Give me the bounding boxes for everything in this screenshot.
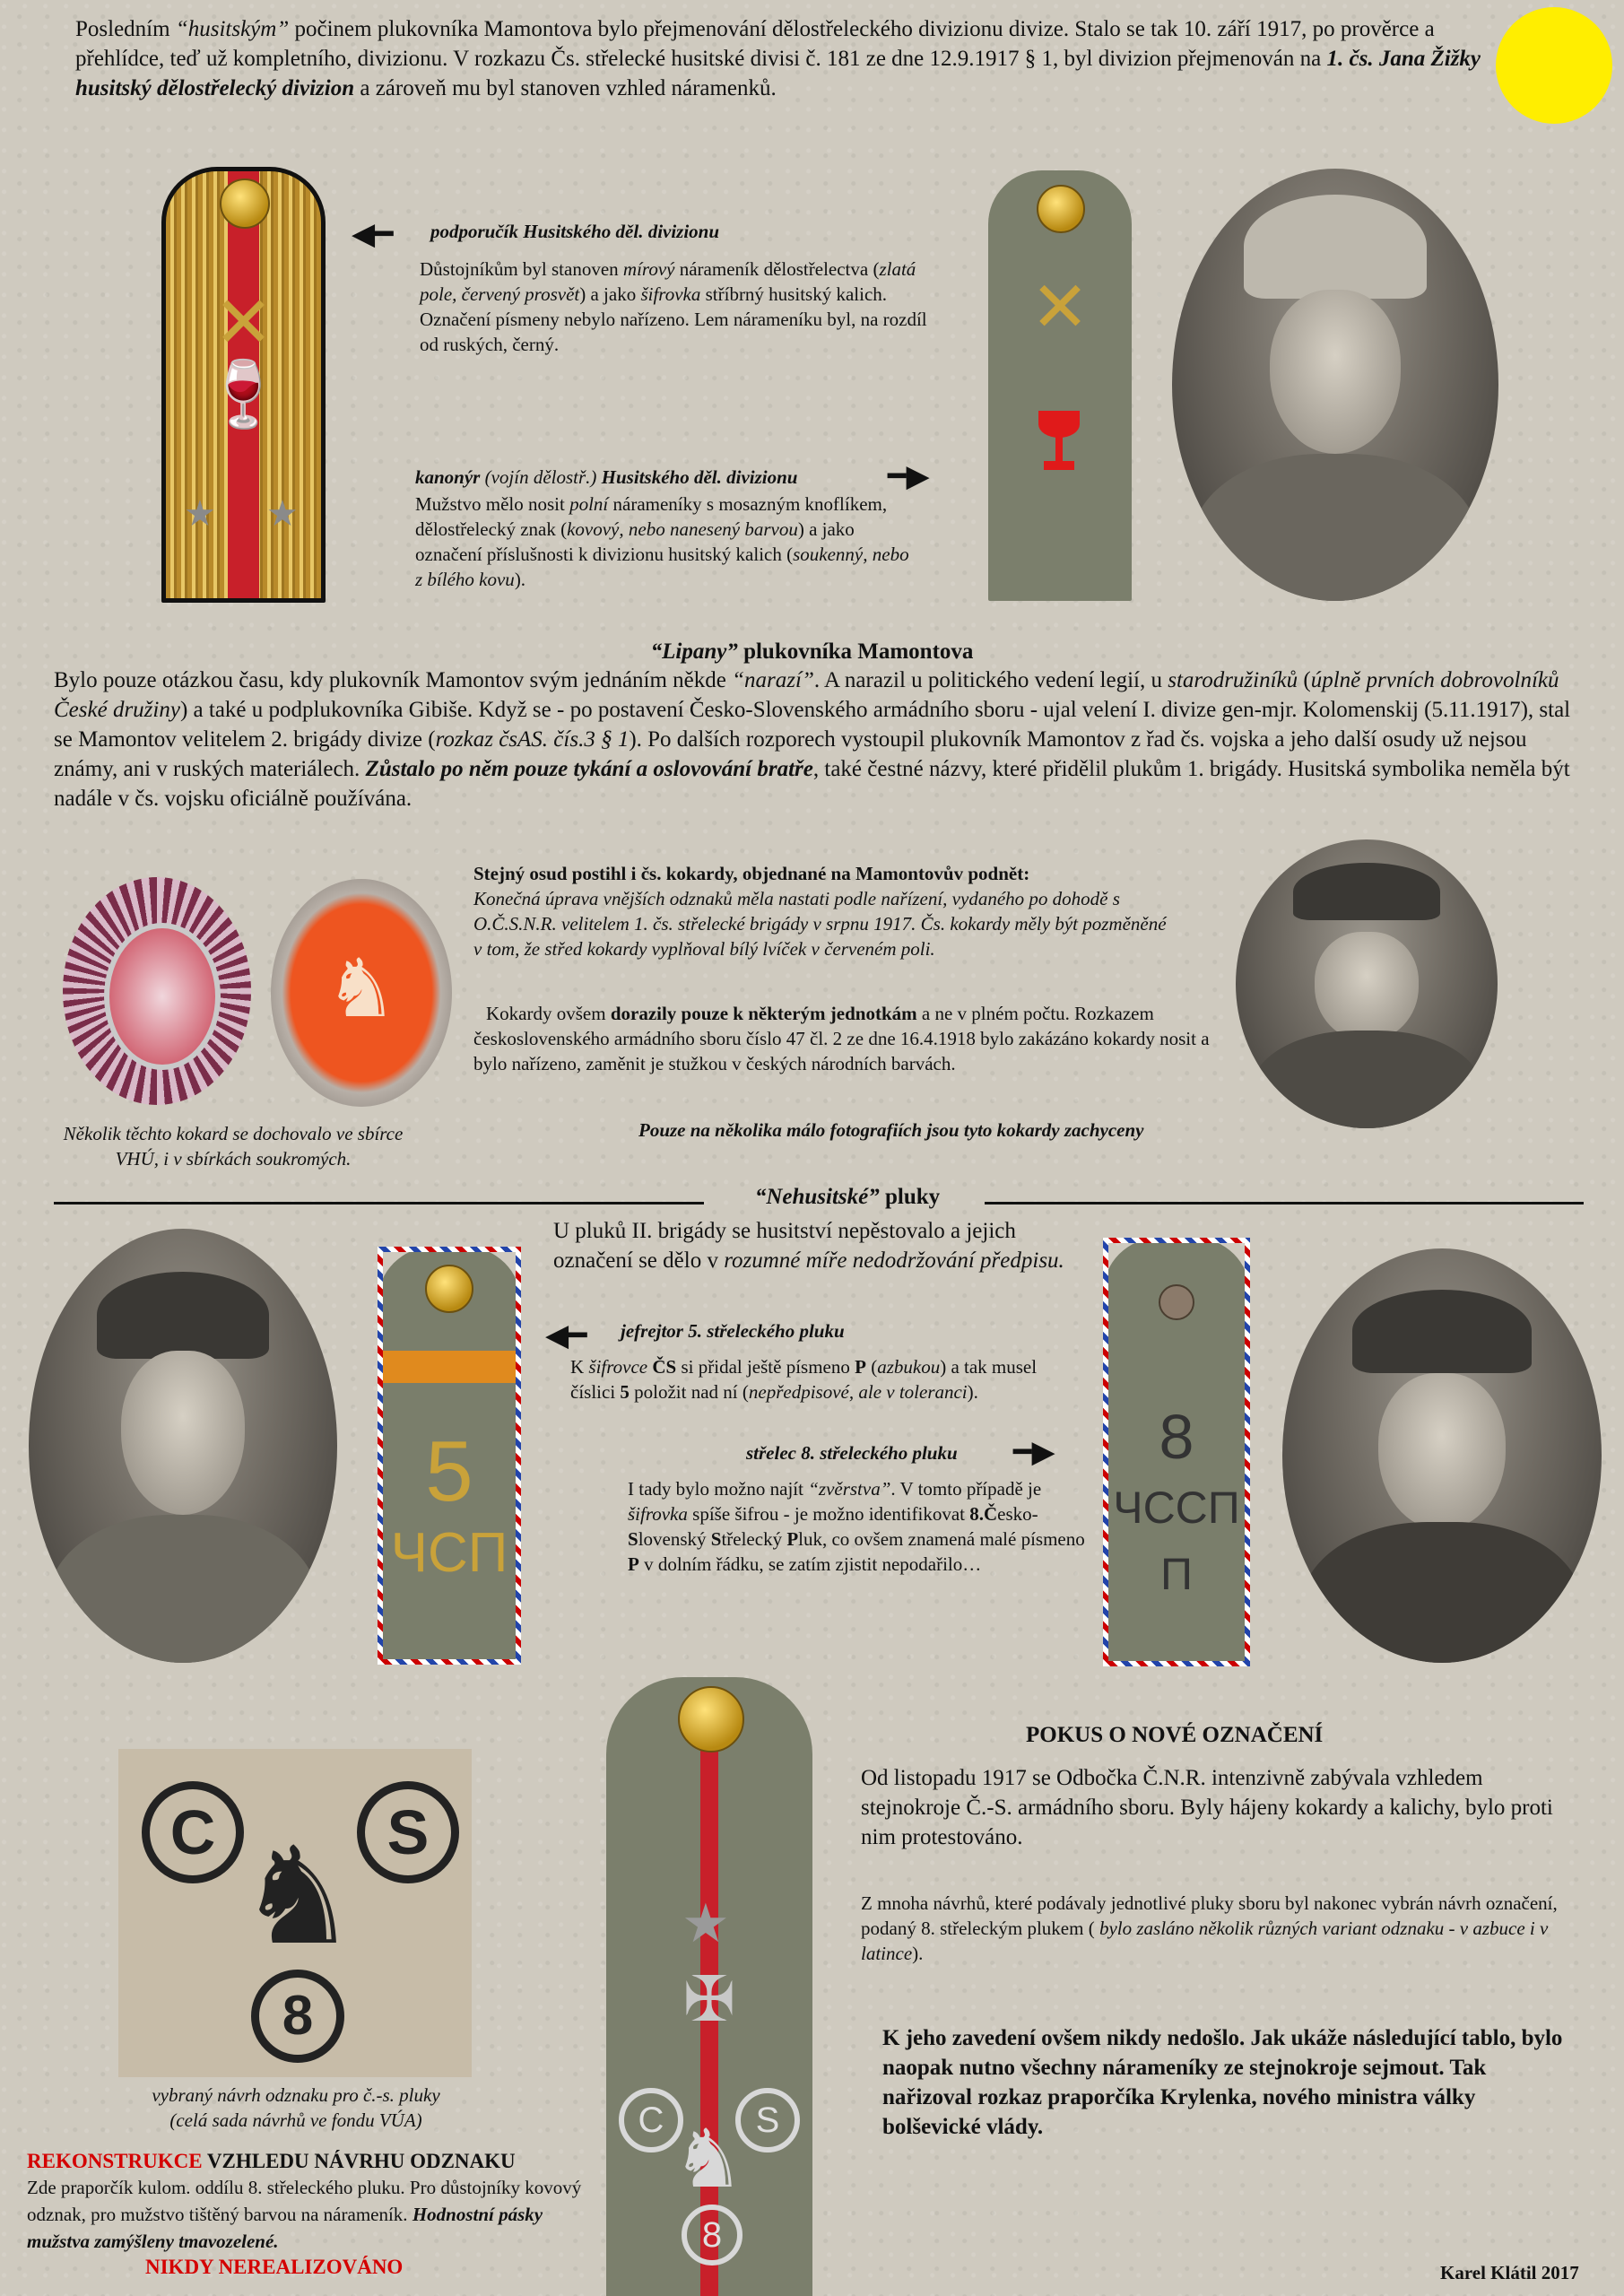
officer-description: Důstojníkům byl stanoven mírový nárameník dělostřelectva (zlatá pole, červený prosvět) a jako šifrovka stříbrný husitský kalich. Označení písmeny nebylo nařízeno. Lem nárameníku byl, na rozdíl od ruských, černý. (420, 258, 927, 355)
divider-right (985, 1202, 1584, 1205)
cockade-photo-2 (271, 879, 452, 1107)
lion-icon (104, 923, 221, 1070)
star-icon: ★ (682, 1894, 730, 1953)
machine-gun-icon: ✠ (682, 1962, 736, 2036)
regiment-letters: ЧССП (1113, 1483, 1240, 1533)
portrait-photo-2 (1236, 839, 1498, 1128)
cockade-photo-caption: Pouze na několika málo fotografiích jsou tyto kokardy zachyceny (638, 1119, 1144, 1141)
nehusitske-heading: “Nehusitské” pluky (754, 1185, 941, 1209)
regiment-number: 5 (425, 1423, 473, 1519)
reconstruction-heading: REKONSTRUKCE VZHLEDU NÁVRHU ODZNAKU (27, 2150, 516, 2172)
brass-button-icon (220, 178, 270, 229)
intro-paragraph: Posledním “husitským” počinem plukovníka Mamontova bylo přejmenování dělostřeleckého divizionu divize. Stalo se tak 10. září 1917, po prověrce a přehlídce, teď už kompletního, divizionu. V rozkazu Čs. střelecké husitské divisi č. 181 ze dne 12.9.1917 § 1, byl divizion přejmenován na 1. čs. Jana Žižky husitský dělostřelecký divizion a zároveň mu byl stanoven vzhled náramenků. (75, 17, 1481, 100)
arrow-right-icon: ━▶ (888, 458, 930, 494)
arrow-left-icon: ◀━ (545, 1318, 587, 1353)
cockade-caption: Několik těchto kokard se dochovalo ve sbírce VHÚ, i v sbírkách soukromých. (63, 1123, 404, 1170)
gunner-title: kanonýr (vojín dělostř.) Husitského děl. divizionu (415, 466, 798, 488)
cockade-heading: Stejný osud postihl i čs. kokardy, objednané na Mamontovův podnět: (473, 863, 1030, 884)
pokus-heading: POKUS O NOVÉ OZNAČENÍ (1026, 1723, 1324, 1747)
regiment-letters: ЧСП (390, 1522, 508, 1584)
jefrejtor-description: K šifrovce ČS si přidal ještě písmeno P (azbukou) a tak musel číslici 5 položit nad ní (nepředpisové, ale v toleranci). (570, 1356, 1038, 1403)
cockade-photo-1 (63, 877, 251, 1105)
portrait-photo-3 (29, 1229, 337, 1663)
star-icon: ★ (184, 493, 216, 534)
regiment-number: 8 (1159, 1402, 1194, 1472)
reconstruction-text: Zde praporčík kulom. oddílu 8. střeleckého pluku. Pro důstojníky kovový odznak, pro mužstvo tištěný barvou na nárameník. Hodnostní pásky mužstva zamýšleny tmavozelené. (27, 2177, 582, 2252)
cockade-para2: Kokardy ovšem dorazily pouze k některým jednotkám a ne v plném počtu. Rozkazem československého armádního sboru číslo 47 čl. 2 ze dne 16.4.1918 bylo zakázáno kokardy nosit a bylo nařízeno, zaměnit je stužkou v českých národních barvách. (473, 1003, 1210, 1074)
rank-stripe (383, 1351, 516, 1383)
badge-design-image (118, 1749, 472, 2077)
proposal-epaulette-image (606, 1677, 812, 2296)
crossed-cannons-icon: ✕ (213, 281, 274, 364)
arrow-right-icon: ━▶ (1013, 1434, 1055, 1470)
star-icon: ★ (266, 493, 299, 534)
jefrejtor-epaulette-image (378, 1247, 521, 1665)
metal-badge-icon: C S ♞ 8 (619, 2079, 800, 2267)
gunner-epaulette-image (988, 170, 1132, 601)
jefrejtor-title: jefrejtor 5. střeleckého pluku (621, 1320, 845, 1342)
author-credit: Karel Klátil 2017 (1440, 2262, 1579, 2283)
lion-icon: ♞ (237, 1819, 359, 1975)
regiment-small-letter: П (1160, 1549, 1193, 1599)
nehusitske-paragraph: U pluků II. brigády se husitství nepěstovalo a jejich označení se dělo v rozumné míře nedodržování předpisu. (553, 1219, 1064, 1273)
portrait-photo-4 (1282, 1248, 1602, 1663)
button-icon (1159, 1284, 1194, 1320)
badge-letter-s: S (357, 1781, 459, 1883)
strelec-epaulette-image (1103, 1238, 1250, 1666)
never-realized-label: NIKDY NEREALIZOVÁNO (145, 2256, 404, 2278)
lion-icon: ♞ (325, 942, 398, 1036)
strelec-title: střelec 8. střeleckého pluku (746, 1442, 958, 1464)
brass-button-icon (425, 1265, 473, 1313)
badge-number-8: 8 (251, 1970, 344, 2063)
officer-title: podporučík Husitského děl. divizionu (430, 221, 720, 242)
arrow-left-icon: ◀━ (352, 216, 394, 252)
pokus-para2: Z mnoha návrhů, které podávaly jednotlivé pluky sboru byl nakonec vybrán návrh označení, podaný 8. střeleckým plukem ( bylo zasláno několik různých variant odznaku - v azbuce i v latince). (861, 1892, 1558, 1964)
badge-caption: vybraný návrh odznaku pro č.-s. pluky (celá sada návrhů ve fondu VÚA) (152, 2084, 440, 2131)
divider-left (54, 1202, 704, 1205)
pokus-para1: Od listopadu 1917 se Odbočka Č.N.R. intenzivně zabývala vzhledem stejnokroje Č.-S. armádního sboru. Byly hájeny kokardy a kalichy, bylo proti nim protestováno. (861, 1766, 1553, 1849)
crossed-cannons-icon: ✕ (1030, 267, 1090, 348)
pokus-bold-statement: K jeho zavedení ovšem nikdy nedošlo. Jak ukáže následující tablo, bylo naopak nutno všechny nárameníky ze stejnokroje sejmout. Tak nařizoval rozkaz praporčíka Krylenka, nového ministra války bolševické vlády. (882, 2026, 1563, 2139)
lipany-heading: “Lipany” plukovníka Mamontova (650, 639, 974, 664)
gunner-description: Mužstvo mělo nosit polní nárameníky s mosazným knoflíkem, dělostřelecký znak (kovový, nebo nanesený barvou) a jako označení příslušnosti k divizionu husitský kalich (soukenný, nebo z bílého kovu). (415, 493, 909, 590)
badge-letter-c: C (142, 1781, 244, 1883)
strelec-description: I tady bylo možno najít “zvěrstva”. V tomto případě je šifrovka spíše šifrou - je možno identifikovat 8.Česko-Slovenský Střelecký Pluk, co ovšem znamená malé písmeno P v dolním řádku, se zatím zjistit nepodařilo… (628, 1478, 1085, 1575)
portrait-photo-1 (1172, 169, 1498, 601)
silver-chalice-icon: 🍷 (203, 356, 284, 431)
red-chalice-icon (1038, 411, 1080, 438)
brass-button-icon (678, 1686, 744, 1752)
lipany-paragraph: Bylo pouze otázkou času, kdy plukovník Mamontov svým jednáním někde “narazí”. A narazil u politického vedení legií, u starodružiníků (úplně prvních dobrovolníků České družiny) a také u podplukovníka Gibiše. Když se - po postavení Česko-Slovenského armádního sboru - ujal velení I. divize gen-mjr. Kolomenskij (5.11.1917), stal se Mamontov velitelem 2. brigády divize (rozkaz čsAS. čís.3 § 1). Po dalších rozporech vystoupil plukovník Mamontov z řad čs. vojska a jeho další osudy už nejsou známy, ani v ruských materiálech. Zůstalo po něm pouze tykání a oslovování bratře, také čestné názvy, které přidělil plukům 1. brigády. Husitská symbolika neměla být nadále v čs. vojsku oficiálně používána. (54, 668, 1571, 811)
yellow-circle-marker (1496, 7, 1612, 124)
cockade-para1: Konečná úprava vnějších odznaků měla nastati podle nařízení, vydaného po dohodě s O.Č.S.N.R. velitelem 1. čs. střelecké brigády v srpnu 1917. Čs. kokardy měly být pozměněné v tom, že střed kokardy vyplňoval bílý lvíček v červeném poli. (473, 888, 1167, 960)
brass-button-icon (1037, 185, 1085, 233)
officer-epaulette-image (161, 167, 326, 603)
